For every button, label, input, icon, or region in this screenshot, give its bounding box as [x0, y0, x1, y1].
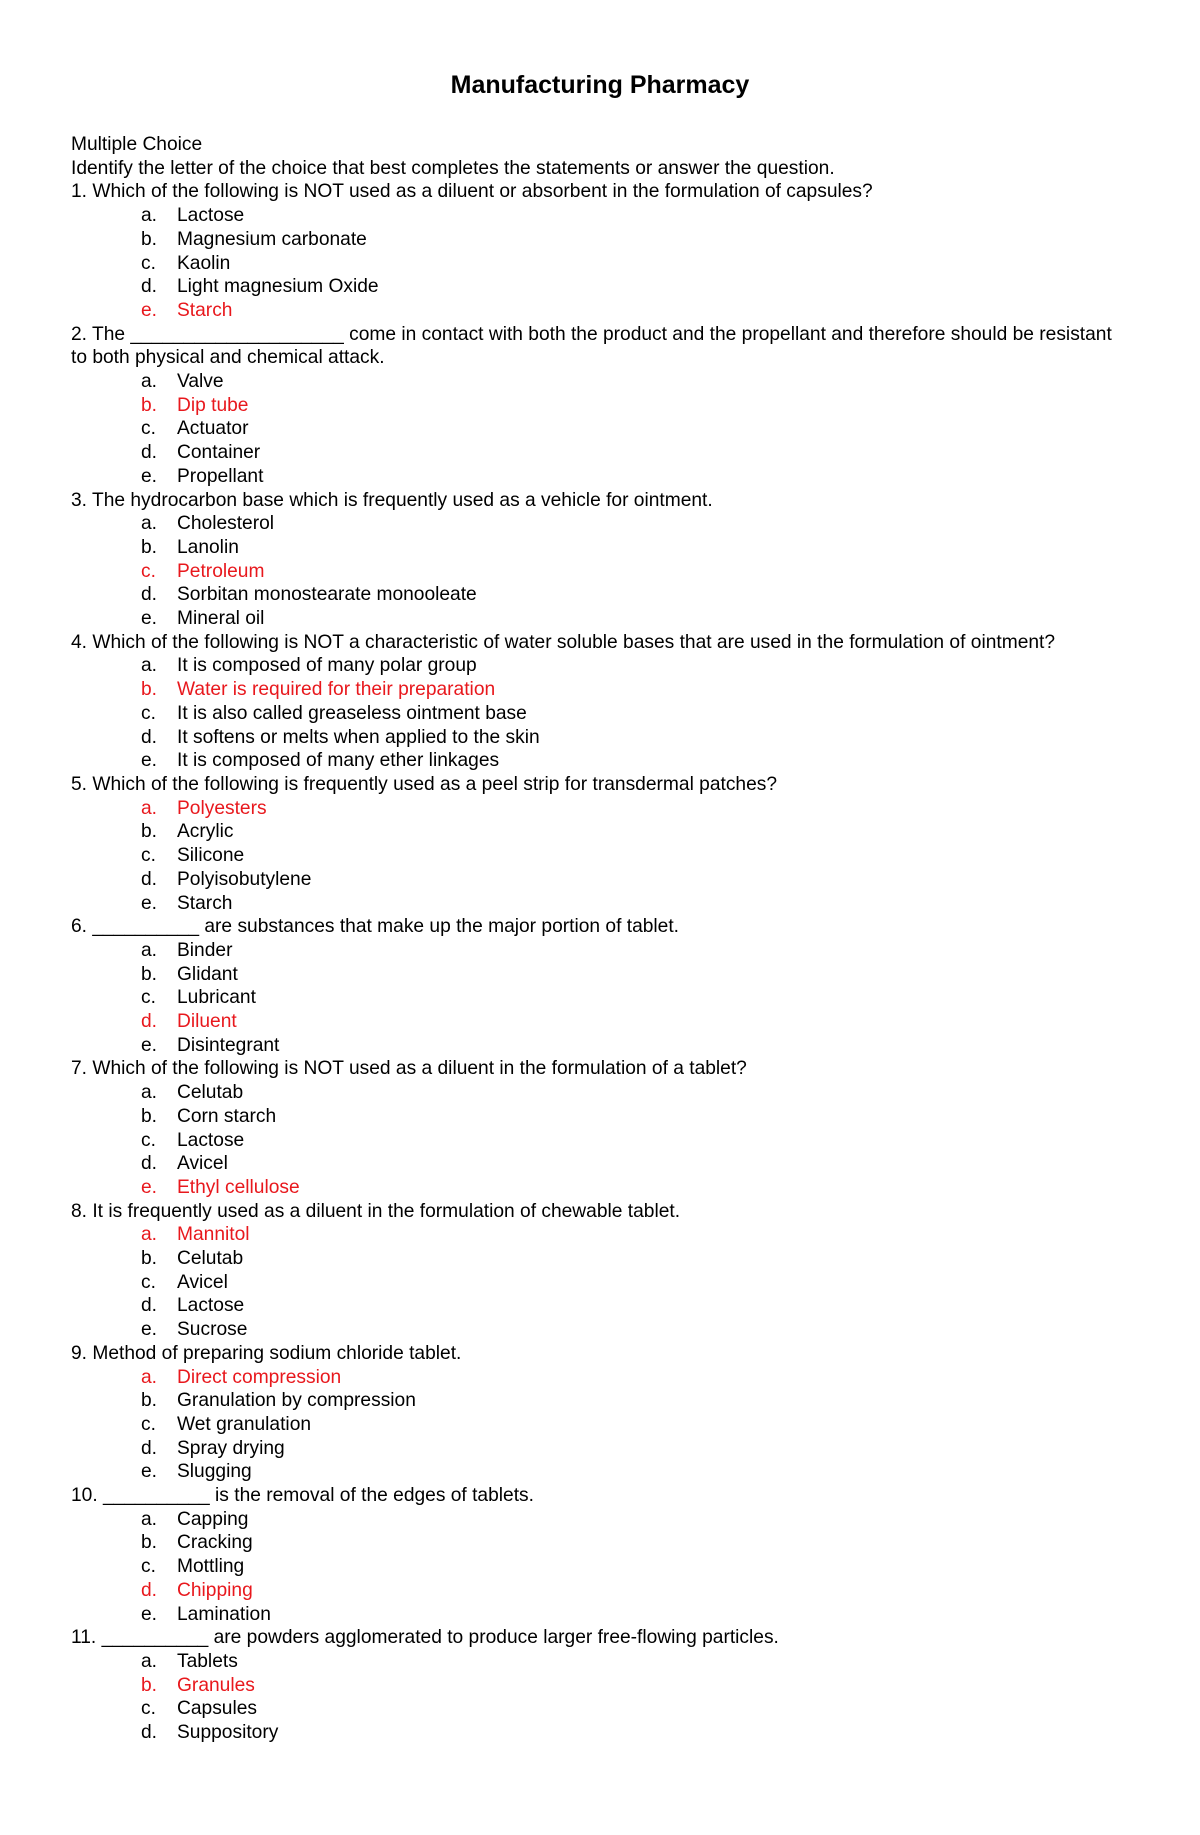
choice-letter: d.	[141, 442, 158, 464]
choice-letter: c.	[141, 1698, 156, 1720]
choice-text: Avicel	[177, 1153, 228, 1175]
question-text: 8. It is frequently used as a diluent in the formulation of chewable tablet.	[71, 1200, 681, 1222]
answer-choice	[71, 607, 1131, 631]
answer-choice	[71, 370, 1131, 394]
answer-choice	[71, 441, 1131, 465]
choice-text: Light magnesium Oxide	[177, 276, 379, 298]
choice-text: Dip tube	[177, 394, 249, 416]
answer-choice-correct	[71, 299, 1131, 323]
answer-choice-correct	[71, 394, 1131, 418]
choice-letter: c.	[141, 845, 156, 867]
choice-text: Starch	[177, 892, 233, 914]
answer-choice-correct	[71, 1366, 1131, 1390]
choice-text: Diluent	[177, 1011, 237, 1033]
answer-choice	[71, 820, 1131, 844]
choice-text: Ethyl cellulose	[177, 1176, 300, 1198]
choice-text: Lactose	[177, 1295, 245, 1317]
answer-choice	[71, 892, 1131, 916]
answer-choice	[71, 963, 1131, 987]
choice-letter: b.	[141, 394, 158, 416]
choice-letter: e.	[141, 465, 158, 487]
question-text: 7. Which of the following is NOT used as a diluent in the formulation of a tablet?	[71, 1058, 747, 1080]
answer-choice	[71, 1531, 1131, 1555]
choice-text: Sucrose	[177, 1319, 248, 1341]
choice-text: Corn starch	[177, 1105, 277, 1127]
choice-text: Polyisobutylene	[177, 868, 312, 890]
answer-choice	[71, 1555, 1131, 1579]
choice-text: Lactose	[177, 205, 245, 227]
choice-letter: b.	[141, 963, 158, 985]
question-block	[71, 1200, 1131, 1342]
question-text: 10. __________ is the removal of the edges of tablets.	[71, 1485, 534, 1507]
answer-choice	[71, 417, 1131, 441]
choice-text: Spray drying	[177, 1437, 285, 1459]
choice-letter: e.	[141, 1603, 158, 1625]
answer-choice	[71, 844, 1131, 868]
answer-choice	[71, 749, 1131, 773]
answer-choice	[71, 868, 1131, 892]
choice-text: Polyesters	[177, 797, 267, 819]
choice-text: Petroleum	[177, 560, 265, 582]
question-block	[71, 1484, 1131, 1626]
choice-letter: a.	[141, 513, 158, 535]
question-text: 3. The hydrocarbon base which is frequently used as a vehicle for ointment.	[71, 489, 713, 511]
choice-text: Mannitol	[177, 1224, 250, 1246]
answer-choice	[71, 654, 1131, 678]
choice-letter: e.	[141, 608, 158, 630]
choice-letter: b.	[141, 1248, 158, 1270]
choice-text: Container	[177, 442, 261, 464]
choice-letter: c.	[141, 418, 156, 440]
question-block	[71, 773, 1131, 915]
choice-letter: b.	[141, 821, 158, 843]
choice-letter: a.	[141, 797, 158, 819]
choice-letter: a.	[141, 1366, 158, 1388]
answer-choice	[71, 1508, 1131, 1532]
question-text: 4. Which of the following is NOT a characteristic of water soluble bases that are used in the formulation of ointment?	[71, 631, 1056, 653]
answer-choice	[71, 1105, 1131, 1129]
answer-choice	[71, 1318, 1131, 1342]
choice-letter: c.	[141, 1129, 156, 1151]
answer-choice-correct	[71, 1674, 1131, 1698]
choice-text: Lanolin	[177, 536, 239, 558]
answer-choice	[71, 726, 1131, 750]
question-text: 2. The ____________________ come in contact with both the product and the propellant and therefore should be resistant to both physical and chemical attack.	[71, 323, 1112, 369]
question-block	[71, 915, 1131, 1057]
answer-choice-correct	[71, 1223, 1131, 1247]
choice-text: Propellant	[177, 465, 264, 487]
choice-letter: b.	[141, 1532, 158, 1554]
choice-text: Lubricant	[177, 987, 256, 1009]
choice-text: Cracking	[177, 1532, 253, 1554]
answer-choice	[71, 1650, 1131, 1674]
question-text: 9. Method of preparing sodium chloride tablet.	[71, 1342, 462, 1364]
choice-text: Lactose	[177, 1129, 245, 1151]
choice-text: Magnesium carbonate	[177, 228, 367, 250]
choice-letter: e.	[141, 1176, 158, 1198]
choice-text: Glidant	[177, 963, 238, 985]
choice-letter: d.	[141, 1295, 158, 1317]
choice-letter: c.	[141, 702, 156, 724]
choice-text: Actuator	[177, 418, 249, 440]
choice-letter: e.	[141, 750, 158, 772]
answer-choice	[71, 1413, 1131, 1437]
choice-text: Lamination	[177, 1603, 271, 1625]
choice-letter: a.	[141, 205, 158, 227]
choice-text: Celutab	[177, 1082, 244, 1104]
choice-text: Sorbitan monostearate monooleate	[177, 584, 477, 606]
choice-letter: b.	[141, 679, 158, 701]
answer-choice	[71, 1294, 1131, 1318]
question-text: 5. Which of the following is frequently used as a peel strip for transdermal patches?	[71, 773, 778, 795]
choice-letter: a.	[141, 1651, 158, 1672]
choice-letter: d.	[141, 1153, 158, 1175]
choice-text: Slugging	[177, 1461, 252, 1483]
document-title: Manufacturing Pharmacy	[450, 71, 750, 99]
choice-text: Kaolin	[177, 252, 231, 274]
choice-text: Chipping	[177, 1579, 253, 1601]
choice-letter: d.	[141, 1722, 158, 1744]
answer-choice	[71, 1152, 1131, 1176]
choice-text: It is composed of many polar group	[177, 655, 477, 677]
answer-choice-correct	[71, 1010, 1131, 1034]
choice-letter: c.	[141, 987, 156, 1009]
choice-text: Suppository	[177, 1722, 279, 1744]
answer-choice	[71, 702, 1131, 726]
question-text: 11. __________ are powders agglomerated to produce larger free-flowing particles.	[71, 1627, 779, 1649]
answer-choice-correct	[71, 1176, 1131, 1200]
choice-letter: a.	[141, 655, 158, 677]
choice-text: Granules	[177, 1674, 255, 1696]
choice-text: Silicone	[177, 845, 245, 867]
choice-letter: a.	[141, 1508, 158, 1530]
choice-letter: a.	[141, 371, 158, 393]
answer-choice-correct	[71, 560, 1131, 584]
answer-choice	[71, 1437, 1131, 1461]
answer-choice	[71, 1603, 1131, 1627]
answer-choice	[71, 512, 1131, 536]
choice-letter: d.	[141, 726, 158, 748]
choice-text: Tablets	[177, 1651, 238, 1672]
choice-letter: a.	[141, 1082, 158, 1104]
choice-letter: b.	[141, 228, 158, 250]
section-heading: Multiple Choice	[71, 134, 203, 155]
choice-letter: b.	[141, 1390, 158, 1412]
choice-text: Mottling	[177, 1556, 245, 1578]
choice-letter: c.	[141, 1413, 156, 1435]
choice-text: It is also called greaseless ointment base	[177, 702, 527, 724]
choice-letter: d.	[141, 1011, 158, 1033]
question-list	[71, 180, 1131, 1744]
choice-letter: e.	[141, 1034, 158, 1056]
choice-text: Mineral oil	[177, 608, 265, 630]
answer-choice	[71, 1460, 1131, 1484]
document-content	[71, 133, 1131, 1745]
answer-choice	[71, 1721, 1131, 1745]
answer-choice	[71, 1034, 1131, 1058]
answer-choice	[71, 252, 1131, 276]
answer-choice-correct	[71, 1579, 1131, 1603]
choice-text: Capping	[177, 1508, 249, 1530]
choice-letter: e.	[141, 1319, 158, 1341]
question-text: 1. Which of the following is NOT used as a diluent or absorbent in the formulation of capsules?	[71, 181, 873, 203]
question-block	[71, 1057, 1131, 1199]
choice-text: Binder	[177, 939, 233, 961]
choice-letter: b.	[141, 536, 158, 558]
answer-choice	[71, 536, 1131, 560]
answer-choice	[71, 583, 1131, 607]
choice-letter: c.	[141, 1556, 156, 1578]
choice-text: Valve	[177, 371, 224, 393]
answer-choice	[71, 986, 1131, 1010]
answer-choice-correct	[71, 678, 1131, 702]
choice-text: Acrylic	[177, 821, 234, 843]
choice-letter: b.	[141, 1674, 158, 1696]
choice-letter: b.	[141, 1105, 158, 1127]
choice-letter: d.	[141, 1437, 158, 1459]
answer-choice	[71, 939, 1131, 963]
answer-choice	[71, 275, 1131, 299]
choice-letter: e.	[141, 892, 158, 914]
answer-choice	[71, 1389, 1131, 1413]
choice-letter: a.	[141, 939, 158, 961]
question-block	[71, 180, 1131, 322]
choice-letter: c.	[141, 560, 156, 582]
choice-letter: e.	[141, 299, 158, 321]
choice-text: Water is required for their preparation	[177, 679, 496, 701]
question-block	[71, 1342, 1131, 1484]
answer-choice	[71, 1247, 1131, 1271]
choice-text: Granulation by compression	[177, 1390, 416, 1412]
choice-text: It softens or melts when applied to the skin	[177, 726, 540, 748]
choice-letter: d.	[141, 584, 158, 606]
answer-choice	[71, 1081, 1131, 1105]
choice-text: Avicel	[177, 1271, 228, 1293]
choice-text: Wet granulation	[177, 1413, 312, 1435]
choice-text: Starch	[177, 299, 233, 321]
choice-letter: c.	[141, 252, 156, 274]
answer-choice	[71, 1697, 1131, 1721]
question-block	[71, 1626, 1131, 1745]
choice-text: Capsules	[177, 1698, 257, 1720]
question-text: 6. __________ are substances that make up the major portion of tablet.	[71, 916, 680, 938]
instructions: Identify the letter of the choice that best completes the statements or answer the question.	[71, 157, 835, 179]
choice-letter: d.	[141, 276, 158, 298]
choice-text: Disintegrant	[177, 1034, 280, 1056]
choice-letter: c.	[141, 1271, 156, 1293]
answer-choice	[71, 1129, 1131, 1153]
choice-text: Direct compression	[177, 1366, 342, 1388]
answer-choice	[71, 228, 1131, 252]
answer-choice	[71, 1271, 1131, 1295]
choice-letter: d.	[141, 1579, 158, 1601]
question-block	[71, 489, 1131, 631]
choice-letter: a.	[141, 1224, 158, 1246]
answer-choice	[71, 465, 1131, 489]
choice-text: It is composed of many ether linkages	[177, 750, 500, 772]
choice-text: Cholesterol	[177, 513, 275, 535]
choice-letter: d.	[141, 868, 158, 890]
choice-text: Celutab	[177, 1248, 244, 1270]
answer-choice	[71, 204, 1131, 228]
question-block	[71, 631, 1131, 773]
question-block	[71, 323, 1131, 489]
answer-choice-correct	[71, 797, 1131, 821]
choice-letter: e.	[141, 1461, 158, 1483]
